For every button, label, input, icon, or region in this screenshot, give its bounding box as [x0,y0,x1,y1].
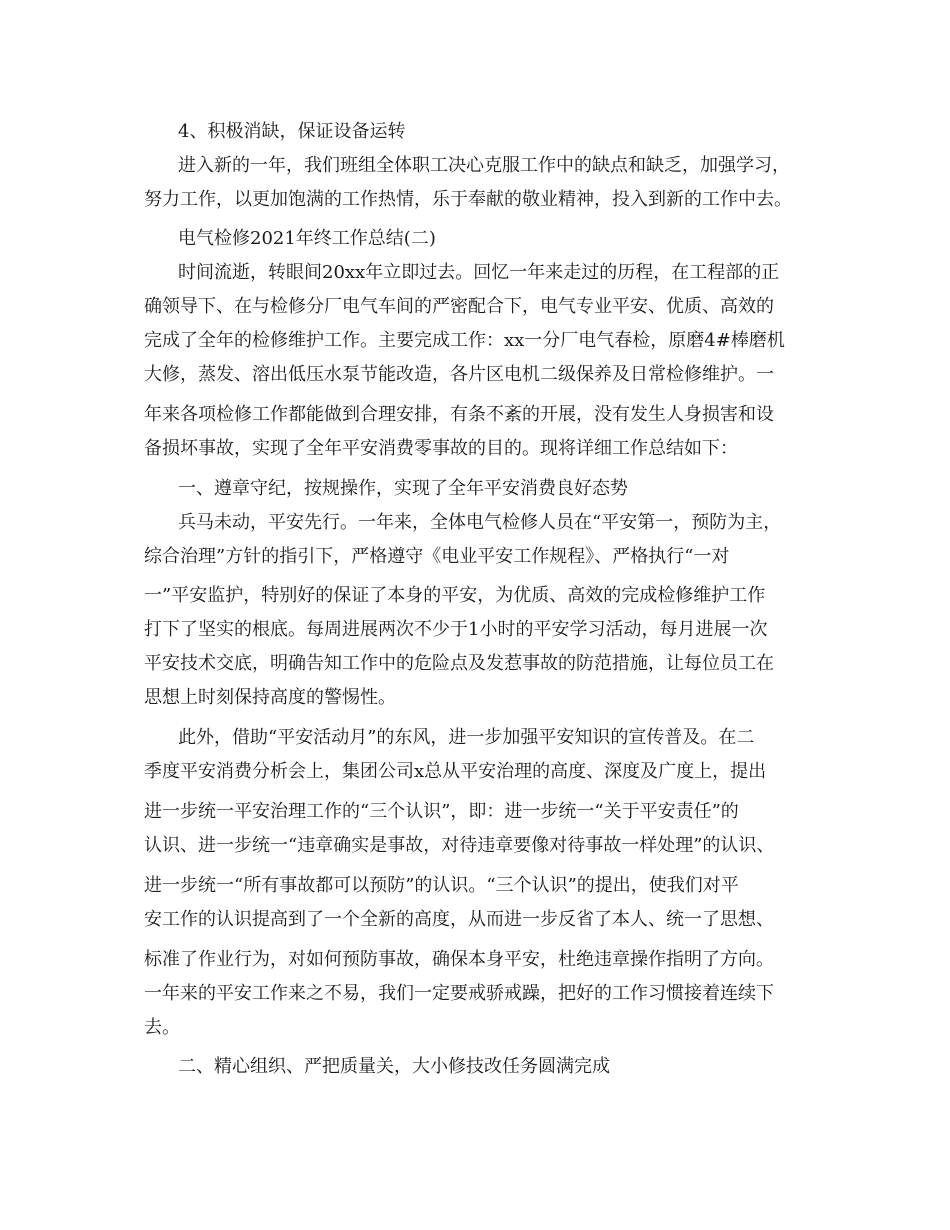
paragraph-line: 综合治理”方针的指引下，严格遵守《电业平安工作规程》、严格执行“一对 [144,546,730,567]
paragraph-line: 努力工作，以更加饱满的工作热情，乐于奉献的敬业精神，投入到新的工作中去。 [144,189,792,210]
paragraph-line: 进一步统一平安治理工作的“三个认识”，即：进一步统一“关于平安责任”的 [144,801,739,822]
paragraph-line: 思想上时刻保持高度的警惕性。 [144,687,396,708]
paragraph-line: 一”平安监护，特别好的保证了本身的平安，为优质、高效的完成检修维护工作 [144,585,766,606]
paragraph-line: 进一步统一“所有事故都可以预防”的认识。“三个认识”的提出，使我们对平 [144,875,739,896]
paragraph-line: 标准了作业行为，对如何预防事故，确保本身平安，杜绝违章操作指明了方向。 [144,949,774,970]
paragraph-line: 进入新的一年，我们班组全体职工决心克服工作中的缺点和缺乏，加强学习， [178,155,790,176]
paragraph-line: 此外，借助“平安活动月”的东风，进一步加强平安知识的宣传普及。在二 [178,727,755,748]
section-heading-1: 一、遵章守纪，按规操作，实现了全年平安消费良好态势 [178,478,628,499]
paragraph-line: 安工作的认识提高到了一个全新的高度，从而进一步反省了本人、统一了思想、 [144,909,774,930]
paragraph-line: 大修，蒸发、溶出低压水泵节能改造，各片区电机二级保养及日常检修维护。一 [144,364,774,385]
paragraph-line: 兵马未动，平安先行。一年来，全体电气检修人员在“平安第一，预防为主， [178,512,782,533]
paragraph-line: 季度平安消费分析会上，集团公司x总从平安治理的高度、深度及广度上，提出 [144,761,767,782]
paragraph-line: 备损坏事故，实现了全年平安消费零事故的目的。现将详细工作总结如下： [144,438,738,459]
paragraph-line: 确领导下、在与检修分厂电气车间的严密配合下，电气专业平安、优质、高效的 [144,296,774,317]
section-heading-2: 二、精心组织、严把质量关，大小修技改任务圆满完成 [178,1056,610,1077]
section-heading-4: 4、积极消缺，保证设备运转 [178,121,406,142]
paragraph-line: 平安技术交底，明确告知工作中的危险点及发惹事故的防范措施，让每位员工在 [144,653,774,674]
paragraph-line: 时间流逝，转眼间20xx年立即过去。回忆一年来走过的历程，在工程部的正 [178,262,780,283]
paragraph-line: 认识、进一步统一“违章确实是事故，对待违章要像对待事故一样处理”的认识、 [144,835,775,856]
paragraph-line: 年来各项检修工作都能做到合理安排，有条不紊的开展，没有发生人身损害和设 [144,404,774,425]
paragraph-line: 一年来的平安工作来之不易，我们一定要戒骄戒躁，把好的工作习惯接着连续下 [144,983,774,1004]
paragraph-line: 打下了坚实的根底。每周进展两次不少于1小时的平安学习活动，每月进展一次 [144,619,768,640]
paragraph-line: 完成了全年的检修维护工作。主要完成工作：xx一分厂电气春检，原磨4#棒磨机 [144,330,785,351]
paragraph-line: 去。 [144,1017,180,1038]
document-subtitle: 电气检修2021年终工作总结(二) [178,228,436,249]
